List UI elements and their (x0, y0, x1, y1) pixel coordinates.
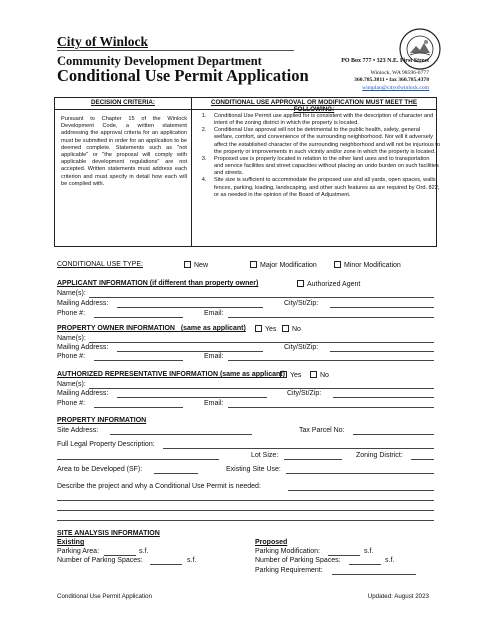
applicant-phone-label: Phone #: (57, 310, 86, 317)
tax-parcel-label: Tax Parcel No: (299, 427, 345, 434)
use-type-major[interactable]: Major Modification (250, 261, 317, 269)
describe-field-line[interactable] (57, 520, 434, 521)
lot-size-field[interactable] (284, 459, 342, 460)
minor-modification-checkbox[interactable] (334, 261, 341, 268)
rep-city-label: City/St/Zip: (287, 390, 322, 397)
authorized-rep-heading: AUTHORIZED REPRESENTATIVE INFORMATION (same as applicant) (57, 371, 285, 378)
parking-requirement-field[interactable] (332, 574, 416, 575)
city-name: City of Winlock (57, 34, 149, 49)
owner-mailing-label: Mailing Address: (57, 344, 109, 351)
owner-heading: PROPERTY OWNER INFORMATION (same as applicant) (57, 325, 246, 332)
rep-mailing-field[interactable] (117, 397, 267, 398)
tax-parcel-field[interactable] (353, 434, 434, 435)
contact-block (341, 58, 429, 92)
existing-spaces-label: Number of Parking Spaces: (57, 557, 143, 564)
owner-same-yes[interactable]: Yes (255, 325, 276, 333)
legal-description-field[interactable] (163, 448, 434, 449)
use-type-minor[interactable]: Minor Modification (334, 261, 401, 269)
applicant-mailing-field[interactable] (117, 307, 263, 308)
existing-subheading: Existing (57, 539, 85, 546)
requirement-item: 2. Conditional Use approval will not be detrimental to the public health, safety, general welfare, comfort, and convenience of the surrounding neighborhood. Nor will it adversely affect the established character of the surrounding neighborhood and will not be injurious to the property or improvements in such vicinity and/or zone in which the property is located. (208, 127, 440, 156)
existing-spaces-field[interactable] (150, 564, 182, 565)
existing-parking-area-label: Parking Area: (57, 548, 100, 555)
proposed-spaces-field[interactable] (349, 564, 381, 565)
rep-same-yes[interactable]: Yes (280, 371, 301, 379)
requirements-list (196, 113, 440, 199)
address-line-2: Winlock, WA 98596-0777 (370, 69, 429, 76)
requirement-item: 3. Proposed use is properly located in relation to the other land uses and to transportation and service facilities and street capacities without placing an undo burden on such facilities and streets. (208, 156, 440, 177)
parking-modification-field[interactable] (328, 555, 360, 556)
new-checkbox[interactable] (184, 261, 191, 268)
footer-form-name: Conditional Use Permit Application (57, 593, 152, 600)
decision-criteria-heading: DECISION CRITERIA: (90, 99, 156, 106)
rep-same-no[interactable]: No (310, 371, 329, 379)
owner-phone-field[interactable] (94, 360, 183, 361)
applicant-city-field[interactable] (330, 307, 434, 308)
existing-parking-area-field[interactable] (104, 555, 136, 556)
site-address-label: Site Address: (57, 427, 99, 434)
address-line-1: PO Box 777 • 323 N.E. First Street (341, 58, 429, 64)
owner-phone-label: Phone #: (57, 353, 86, 360)
phone-fax: 360.785.3811 • fax 360.785.4378 (354, 77, 429, 84)
footer-updated-date: Updated: August 2023 (367, 593, 429, 600)
owner-yes-checkbox[interactable] (255, 325, 262, 332)
rep-name-field[interactable] (89, 388, 434, 389)
owner-name-field[interactable] (89, 342, 434, 343)
zoning-label: Zoning District: (356, 452, 403, 459)
rep-no-checkbox[interactable] (310, 371, 317, 378)
applicant-heading: APPLICANT INFORMATION (if different than property owner) (57, 280, 259, 287)
rep-mailing-label: Mailing Address: (57, 390, 109, 397)
use-type-new[interactable]: New (184, 261, 208, 269)
applicant-email-label: Email: (204, 310, 224, 317)
rep-phone-label: Phone #: (57, 400, 86, 407)
describe-field[interactable] (288, 490, 434, 491)
describe-field-line[interactable] (57, 500, 434, 501)
legal-description-label: Full Legal Property Description: (57, 441, 155, 448)
proposed-spaces-label: Number of Parking Spaces: (255, 557, 341, 564)
lot-size-label: Lot Size: (251, 452, 279, 459)
owner-email-field[interactable] (228, 360, 434, 361)
describe-label: Describe the project and why a Conditional Use Permit is needed: (57, 483, 261, 490)
owner-city-label: City/St/Zip: (284, 344, 319, 351)
approval-requirements-heading: CONDITIONAL USE APPROVAL OR MODIFICATION MUST MEET THE FOLLOWING: (210, 99, 418, 113)
header-rule (57, 50, 294, 51)
rep-phone-field[interactable] (94, 407, 183, 408)
area-developed-field[interactable] (154, 473, 198, 474)
major-modification-checkbox[interactable] (250, 261, 257, 268)
applicant-name-label: Name(s): (57, 290, 86, 297)
existing-parking-area-unit: s.f. (139, 548, 149, 555)
applicant-phone-field[interactable] (94, 317, 183, 318)
department-name: Community Development Department (57, 54, 262, 68)
describe-field-line[interactable] (57, 510, 434, 511)
applicant-name-field[interactable] (89, 297, 434, 298)
applicant-city-label: City/St/Zip: (284, 300, 319, 307)
owner-email-label: Email: (204, 353, 224, 360)
rep-yes-checkbox[interactable] (280, 371, 287, 378)
contact-email-link[interactable]: wimplan@cityofwinlock.com (362, 84, 429, 91)
owner-same-no[interactable]: No (282, 325, 301, 333)
owner-no-checkbox[interactable] (282, 325, 289, 332)
rep-email-label: Email: (204, 400, 224, 407)
existing-spaces-unit: s.f. (187, 557, 197, 564)
parking-modification-label: Parking Modification: (255, 548, 320, 555)
applicant-email-field[interactable] (228, 317, 434, 318)
parking-modification-unit: s.f. (364, 548, 374, 555)
site-analysis-heading: SITE ANALYSIS INFORMATION (57, 530, 160, 537)
existing-use-label: Existing Site Use: (226, 466, 281, 473)
existing-use-field[interactable] (286, 473, 434, 474)
decision-criteria-text: Pursuant to Chapter 15 of the Winlock Development Code, a written statement addressing the approval criteria for an application must be submitted in order for an application to be deemed complete. Statements such as "not applicable" or "the proposal will comply with applicable development regulations" are not accepted. Written statements must address each criterion and must specify in detail how each will be complied with. (61, 116, 187, 187)
rep-name-label: Name(s): (57, 381, 86, 388)
owner-city-field[interactable] (330, 351, 434, 352)
authorized-agent-option[interactable]: Authorized Agent (297, 280, 360, 288)
owner-mailing-field[interactable] (117, 351, 263, 352)
proposed-spaces-unit: s.f. (385, 557, 395, 564)
criteria-table (54, 97, 440, 247)
use-type-label: CONDITIONAL USE TYPE: (57, 261, 143, 268)
rep-city-field[interactable] (333, 397, 434, 398)
requirement-item: 1. Conditional Use Permit use applied for is consistent with the description of character and intent of the zoning district in which the property is located. (208, 113, 440, 127)
page-title: Conditional Use Permit Application (57, 66, 309, 85)
requirement-item: 4. Site size is sufficient to accommodate the proposed use and all yards, open spaces, walls, fences, parking, loading, landscaping, and other such features as are required by Ord. 822, or as needed in the opinion of the Board of Adjustment. (208, 177, 440, 198)
parking-requirement-label: Parking Requirement: (255, 567, 323, 574)
proposed-subheading: Proposed (255, 539, 288, 546)
zoning-field[interactable] (411, 459, 434, 460)
applicant-mailing-label: Mailing Address: (57, 300, 109, 307)
legal-description-field-2[interactable] (57, 459, 219, 460)
area-developed-label: Area to be Developed (SF): (57, 466, 143, 473)
property-heading: PROPERTY INFORMATION (57, 417, 147, 424)
owner-name-label: Name(s): (57, 335, 86, 342)
authorized-agent-checkbox[interactable] (297, 280, 304, 287)
rep-email-field[interactable] (228, 407, 434, 408)
site-address-field[interactable] (110, 434, 252, 435)
